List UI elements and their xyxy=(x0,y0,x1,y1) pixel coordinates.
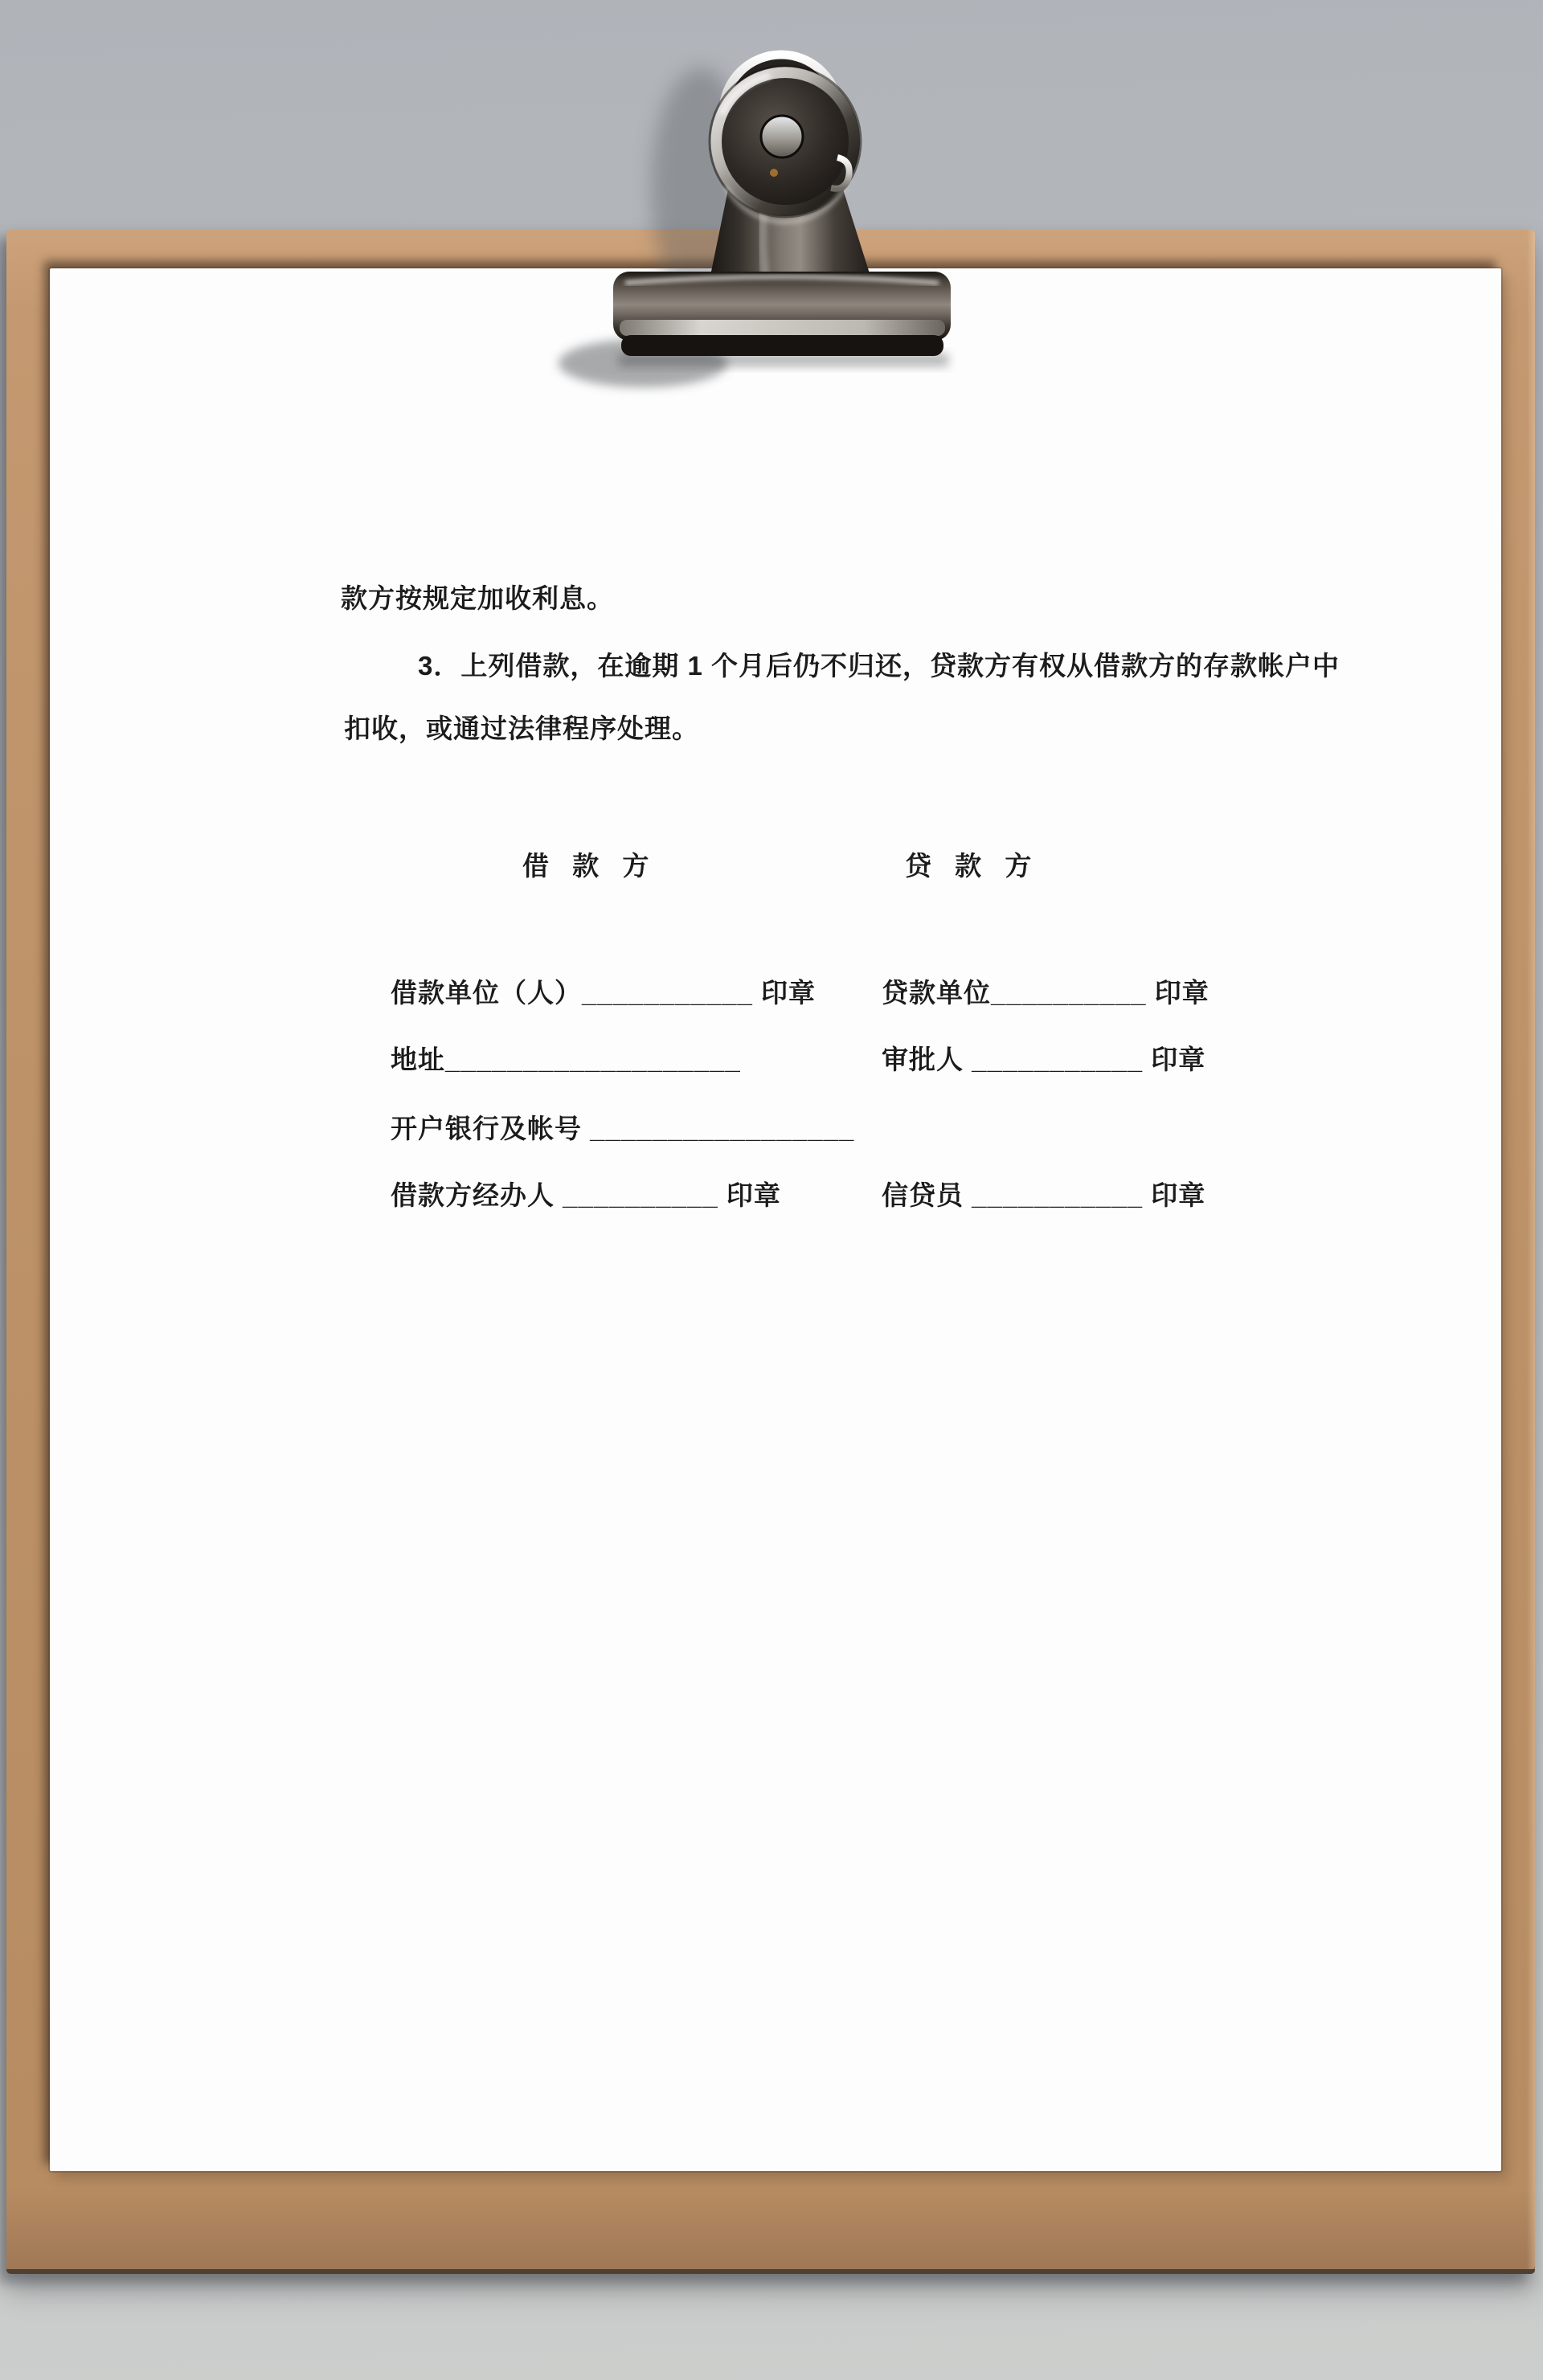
bank-account-field: 开户银行及帐号 _________________ xyxy=(391,1114,855,1143)
approver-field: 审批人 ___________ 印章 xyxy=(882,1045,1206,1074)
contract-clause-line-1: 款方按规定加收利息。 xyxy=(341,583,614,613)
lender-unit-field: 贷款单位__________ 印章 xyxy=(882,978,1209,1008)
borrower-party-heading: 借 款 方 xyxy=(522,851,650,881)
clip-hole xyxy=(761,116,803,157)
clip-ring xyxy=(710,51,861,222)
contract-clause-line-2: 3．上列借款，在逾期 1 个月后仍不归还，贷款方有权从借款方的存款帐户中 xyxy=(418,651,1340,681)
document-paper xyxy=(50,268,1501,2171)
borrower-unit-field: 借款单位（人）___________ 印章 xyxy=(391,978,817,1008)
address-field: 地址___________________ xyxy=(391,1045,741,1074)
borrower-agent-field: 借款方经办人 __________ 印章 xyxy=(391,1180,781,1210)
clip-lever xyxy=(831,157,849,189)
credit-officer-field: 信贷员 ___________ 印章 xyxy=(882,1180,1206,1210)
lender-party-heading: 贷 款 方 xyxy=(905,851,1033,881)
contract-clause-line-3: 扣收，或通过法律程序处理。 xyxy=(344,714,699,743)
